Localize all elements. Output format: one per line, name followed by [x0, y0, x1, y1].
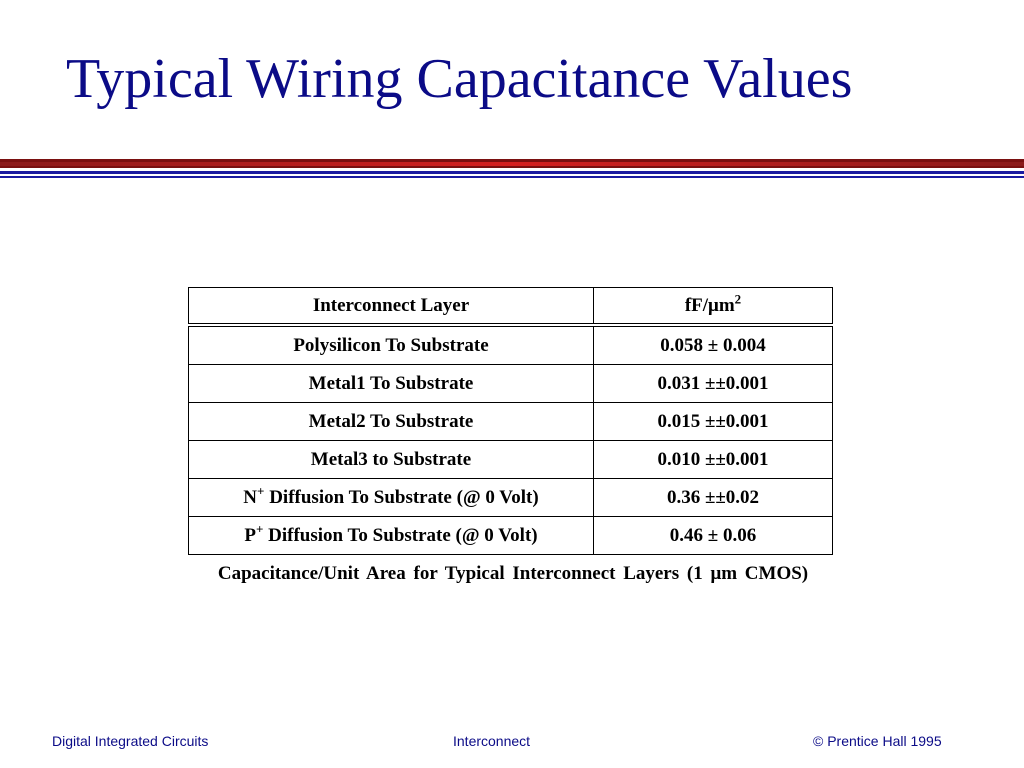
layer-doping-sup: +	[255, 521, 264, 537]
layer-name-suffix: Diffusion To Substrate (@ 0 Volt)	[263, 524, 538, 546]
layer-cell	[189, 365, 594, 403]
layer-doping-sup: +	[257, 483, 265, 499]
title-rule-blue-top	[0, 171, 1024, 174]
value-cell: 0.010 ±±0.001	[594, 441, 833, 479]
value-cell: 0.031 ±±0.001	[594, 365, 833, 403]
header-interconnect-layer: Interconnect Layer	[189, 288, 594, 326]
header-unit	[594, 288, 833, 326]
table-row	[189, 365, 833, 403]
layer-cell	[189, 441, 594, 479]
footer-copyright: © Prentice Hall 1995	[813, 733, 942, 749]
table-caption: Capacitance/Unit Area for Typical Interconnect Layers (1 μm CMOS)	[217, 563, 809, 584]
value-cell: 0.36 ±±0.02	[594, 479, 833, 517]
header-unit-exponent: 2	[734, 291, 742, 307]
layer-name: Metal1 To Substrate	[308, 372, 474, 394]
layer-cell	[189, 325, 594, 365]
table-row	[189, 517, 833, 555]
layer-name: P	[244, 524, 256, 546]
layer-name: Polysilicon To Substrate	[293, 334, 489, 356]
footer-course-title: Digital Integrated Circuits	[52, 733, 209, 749]
title-rule-red-bottom	[0, 166, 1024, 168]
value-cell: 0.058 ± 0.004	[594, 325, 833, 365]
value-cell: 0.015 ±±0.001	[594, 403, 833, 441]
layer-name: Metal3 to Substrate	[310, 448, 472, 470]
table-row	[189, 479, 833, 517]
table-header-row	[189, 288, 833, 326]
layer-name: N	[243, 486, 258, 508]
title-rule-blue-bottom	[0, 176, 1024, 178]
layer-name: Metal2 To Substrate	[308, 410, 474, 432]
capacitance-table	[188, 287, 833, 555]
layer-cell	[189, 403, 594, 441]
table-row	[189, 441, 833, 479]
table-row	[189, 403, 833, 441]
layer-cell	[189, 479, 594, 517]
footer-topic: Interconnect	[453, 733, 531, 749]
layer-cell	[189, 517, 594, 555]
header-unit-text: fF/μm	[684, 294, 735, 316]
value-cell: 0.46 ± 0.06	[594, 517, 833, 555]
layer-name-suffix: Diffusion To Substrate (@ 0 Volt)	[264, 486, 539, 508]
slide-title: Typical Wiring Capacitance Values	[66, 48, 853, 110]
table-row	[189, 325, 833, 365]
